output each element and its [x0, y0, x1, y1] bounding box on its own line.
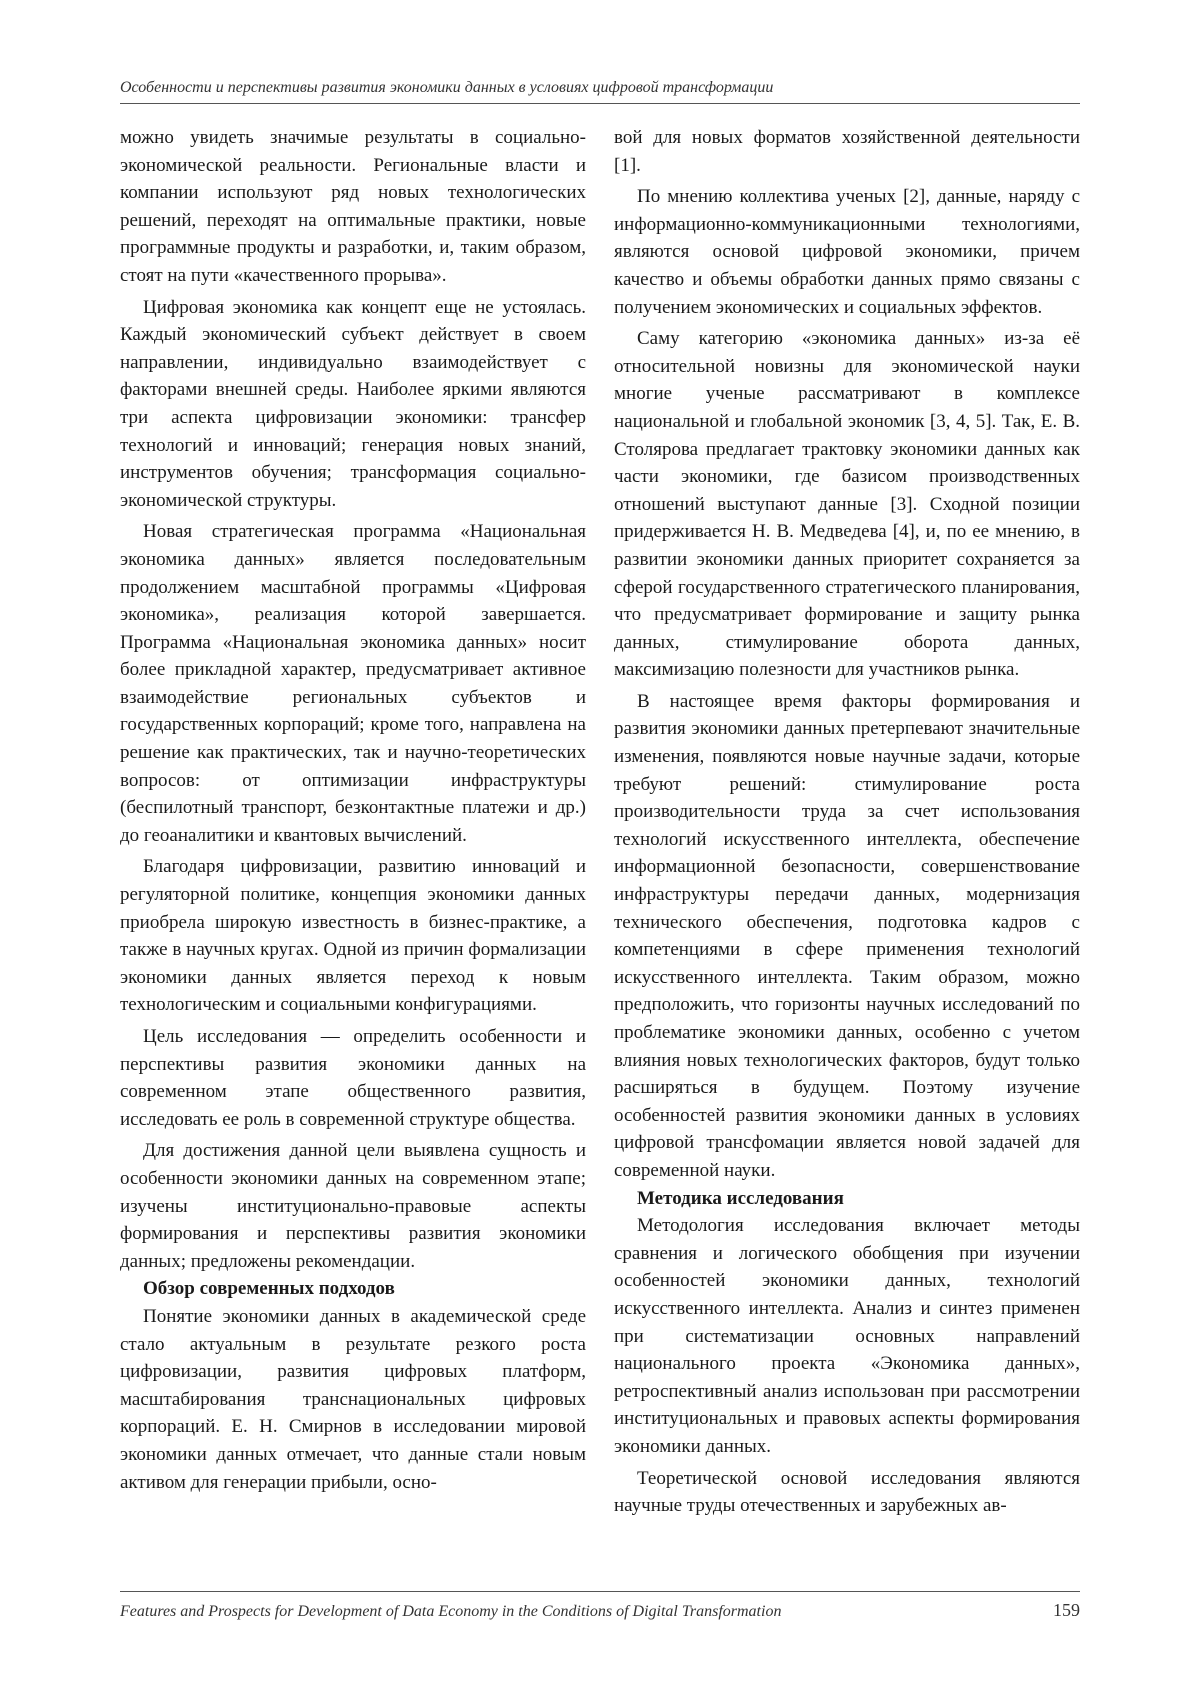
footer-divider — [120, 1591, 1080, 1592]
right-paragraph-1: вой для новых форматов хозяйственной деятельности [1]. — [614, 127, 1080, 176]
left-paragraph-1: можно увидеть значимые результаты в социально-экономической реальности. Региональные власти и компании используют ряд новых технологических решений, переходят на оптимальные практики, новые программные продукты и разработки, и, таким образом, стоят на пути «качественного прорыва». — [120, 127, 586, 286]
left-paragraph-4: Благодаря цифровизации, развитию инноваций и регуляторной политике, концепция экономики данных приобрела широкую известность в бизнес-практике, а также в научных кругах. Одной из причин формализации экономики данных является переход к новым технологическим и социальными конфигурациями. — [120, 856, 586, 1016]
right-paragraph-4: В настоящее время факторы формирования и развития экономики данных претерпевают значительные изменения, появляются новые научные задачи, которые требуют решений: стимулирование роста производительности труда за счет использования технологий искусственного интеллекта, обеспечение информационной безопасности, совершенствование инфраструктуры передачи данных, модернизация технического обеспечения, подготовка кадров с компетенциями в сфере применения технологий искусственного интеллекта. Таким образом, можно предположить, что горизонты научных исследований по проблематике экономики данных, особенно с учетом влияния новых технологических факторов, будут только расширяться в будущем. Поэтому изучение особенностей развития экономики данных в условиях цифровой трансфомации является новой задачей для современной науки. — [614, 690, 1080, 1181]
left-paragraph-7: Понятие экономики данных в академической среде стало актуальным в результате резкого роста цифровизации, развития цифровых платформ, масштабирования транснациональных цифровых корпораций. Е. Н. Смирнов в исследовании мировой экономики данных отмечает, что данные стали новым активом для генерации прибыли, осно- — [120, 1305, 586, 1493]
section-heading-approaches: Обзор современных подходов — [143, 1278, 395, 1300]
left-paragraph-3: Новая стратегическая программа «Национальная экономика данных» является последовательным продолжением масштабной программы «Цифровая экономика», реализация которой завершается. Программа «Национальная экономика данных» носит более прикладной характер, предусматривает активное взаимодействие региональных субъектов и государственных корпораций; кроме того, направлена на решение как практических, так и научно-теоретических вопросов: от оптимизации инфраструктуры (беспилотный транспорт, безконтактные платежи и др.) до геоаналитики и квантовых вычислений. — [120, 521, 586, 846]
page-number: 159 — [1053, 1600, 1080, 1620]
running-header-title: Особенности и перспективы развития экономики данных в условиях цифровой трансформации — [120, 79, 774, 96]
left-paragraph-6: Для достижения данной цели выявлена сущность и особенности экономики данных на современном этапе; изучены институционально-правовые аспекты формирования и перспективы развития экономики данных; предложены рекомендации. — [120, 1140, 586, 1272]
right-paragraph-3: Саму категорию «экономика данных» из-за её относительной новизны для экономической науки многие ученые рассматривают в комплексе национальной и глобальной экономик [3, 4, 5]. Так, Е. В. Столярова предлагает трактовку экономики данных как части экономики, где базисом производственных отношений выступают данные [3]. Сходной позиции придерживается Н. В. Медведева [4], и, по ее мнению, в развитии экономики данных приоритет сохраняется за сферой государственного стратегического планирования, что предусматривает формирование и защиту рынка данных, стимулирование оборота данных, максимизацию полезности для участников рынка. — [614, 328, 1080, 681]
right-paragraph-2: По мнению коллектива ученых [2], данные, наряду с информационно-коммуникационными технологиями, являются основой цифровой экономики, причем качество и объемы обработки данных прямо связаны с получением экономических и социальных эффектов. — [614, 186, 1080, 318]
right-paragraph-6: Теоретической основой исследования являются научные труды отечественных и зарубежных ав- — [614, 1467, 1080, 1517]
running-footer-title: Features and Prospects for Development of Data Economy in the Conditions of Digital Transformation — [120, 1603, 782, 1620]
header-divider — [120, 103, 1080, 104]
right-paragraph-5: Методология исследования включает методы сравнения и логического обобщения при изучении особенностей экономики данных, технологий искусственного интеллекта. Анализ и синтез применен при систематизации основных направлений национального проекта «Экономика данных», ретроспективный анализ использован при рассмотрении институциональных и правовых аспекты формирования экономики данных. — [614, 1215, 1080, 1457]
right-column — [614, 124, 1080, 1520]
left-paragraph-5: Цель исследования — определить особенности и перспективы развития экономики данных на современном этапе общественного развития, исследовать ее роль в современной структуре общества. — [120, 1026, 586, 1130]
left-column — [120, 124, 586, 1496]
section-heading-methodology: Методика исследования — [637, 1187, 844, 1209]
left-paragraph-2: Цифровая экономика как концепт еще не устоялась. Каждый экономический субъект действует в своем направлении, индивидуально взаимодействует с факторами внешней среды. Наиболее яркими являются три аспекта цифровизации экономики: трансфер технологий и инноваций; генерация новых знаний, инструментов обучения; трансформация социально-экономической структуры. — [120, 296, 586, 511]
